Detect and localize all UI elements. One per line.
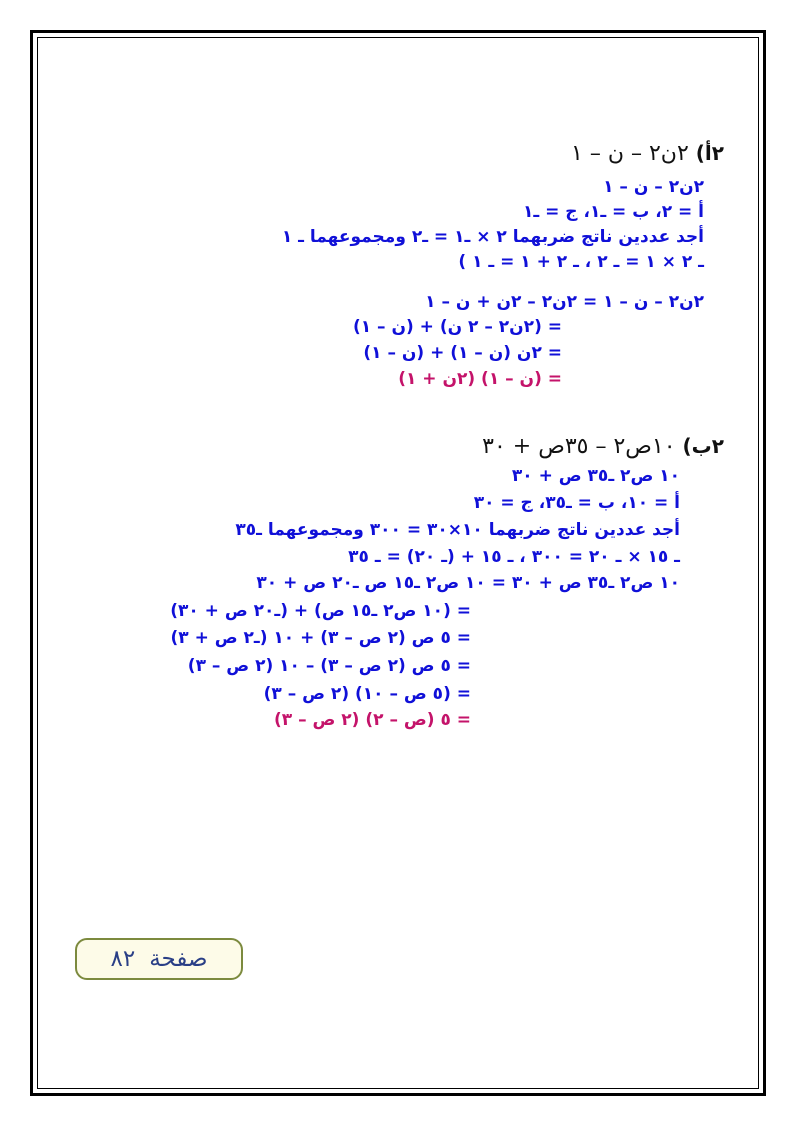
solution-b-final: = ٥ (ص – ٢) (٢ ص – ٣) (273, 710, 471, 730)
solution-b-step: = (٥ ص – ١٠) (٢ ص – ٣) (263, 684, 471, 704)
page-word: صفحة (149, 946, 208, 972)
solution-b-step: = (١٠ ص٢ ـ١٥ ص) + (ـ٢٠ ص + ٣٠) (170, 601, 471, 621)
solution-b-step: = ٥ ص (٢ ص – ٣) + ١٠ (ـ٢ ص + ٣) (170, 628, 471, 648)
solution-a-step: = (٢ن٢ – ٢ ن) + (ن – ١) (352, 317, 562, 337)
solution-a-step: ٢ن٢ – ن – ١ = ٢ن٢ – ٢ن + ن – ١ (425, 292, 704, 312)
solution-b-step: ١٠ ص٢ ـ٣٥ ص + ٣٠ = ١٠ ص٢ ـ١٥ ص ـ٢٠ ص + ٣٠ (256, 573, 680, 593)
solution-b-step: = ٥ ص (٢ ص – ٣) – ١٠ (٢ ص – ٣) (187, 656, 471, 676)
solution-b-step: أجد عددين ناتج ضربهما ١٠×٣٠ = ٣٠٠ ومجموعهما ـ٣٥ (235, 520, 680, 540)
problem-b-heading (482, 433, 724, 460)
problem-b-label: ٢ب) (682, 434, 724, 458)
page-number-badge (75, 938, 243, 980)
solution-a-step: ٢ن٢ – ن – ١ (603, 177, 704, 197)
solution-b-step: أ = ١٠، ب = ـ٣٥، ج = ٣٠ (473, 493, 680, 513)
solution-a-final: = (ن – ١) (٢ن + ١) (398, 369, 562, 389)
solution-b-step: ـ ١٥ × ـ ٢٠ = ٣٠٠ ، ـ ١٥ + (ـ ٢٠) = ـ ٣٥ (348, 547, 680, 567)
solution-a-step: أجد عددين ناتج ضربهما ٢ × ـ١ = ـ٢ ومجموعهما ـ ١ (281, 227, 704, 247)
problem-a-expression: ٢ن٢ – ن – ١ (571, 141, 689, 166)
solution-b-step: ١٠ ص٢ ـ٣٥ ص + ٣٠ (511, 466, 680, 486)
solution-a-step: أ = ٢، ب = ـ١، ج = ـ١ (523, 202, 704, 222)
page-number: ٨٢ (110, 946, 136, 972)
solution-a-step: = ٢ن (ن – ١) + (ن – ١) (363, 343, 562, 363)
problem-b-expression: ١٠ص٢ – ٣٥ص + ٣٠ (482, 434, 676, 459)
solution-a-step: ـ ٢ × ١ = ـ ٢ ، ـ ٢ + ١ = ـ ١ ) (458, 252, 704, 272)
problem-a-heading (571, 140, 724, 167)
problem-a-label: ٢أ) (695, 141, 724, 165)
